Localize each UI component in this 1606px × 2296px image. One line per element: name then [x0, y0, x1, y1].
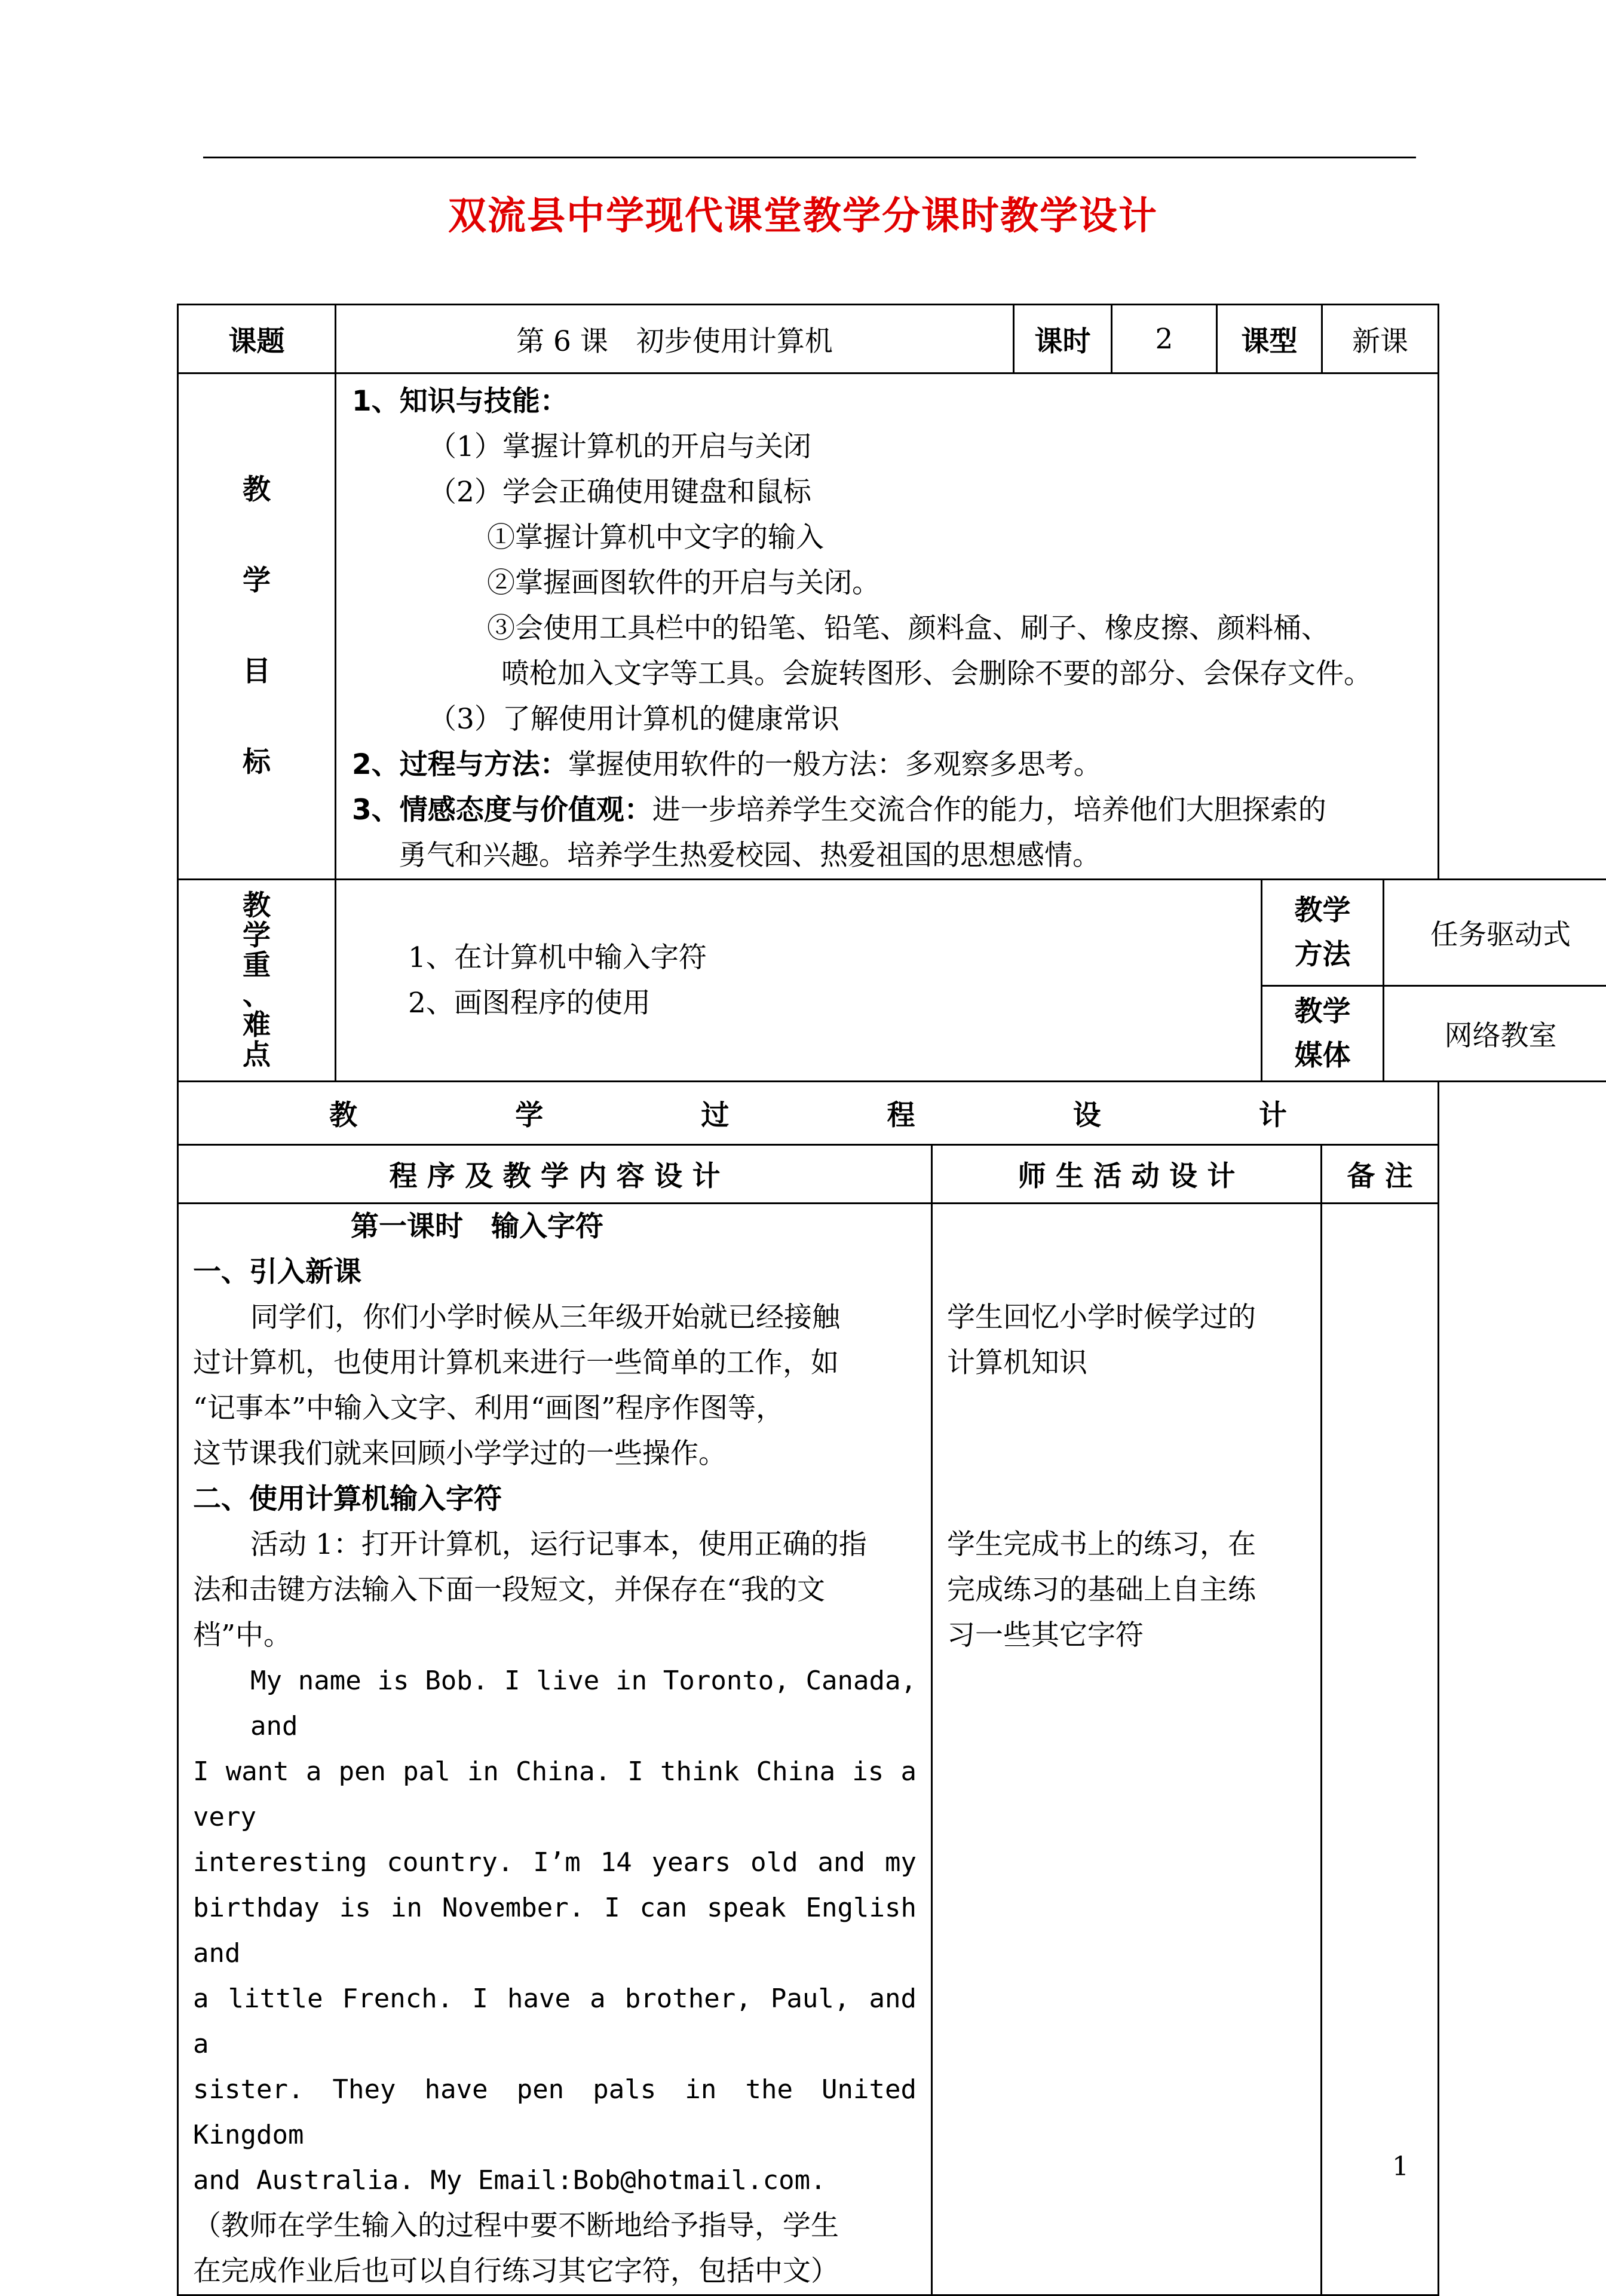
objectives-content [336, 374, 1439, 880]
activity-line: 计算机知识 [947, 1340, 1308, 1386]
objectives-label-char: 标 [193, 717, 320, 808]
process-heading: 教 学 过 程 设 计 [178, 1082, 1439, 1145]
english-line: My name is Bob. I live in Toronto, Canada, and [193, 1658, 917, 1749]
type-label: 课型 [1217, 305, 1322, 374]
hours-value: 2 [1112, 305, 1217, 374]
activity-column-header: 师 生 活 动 设 计 [932, 1145, 1322, 1204]
objective-line: 喷枪加入文字等工具。会旋转图形、会删除不要的部分、会保存文件。 [352, 651, 1423, 697]
hours-label: 课时 [1014, 305, 1112, 374]
media-value: 网络教室 [1384, 986, 1606, 1082]
activity-line: 学生完成书上的练习，在 [947, 1522, 1308, 1568]
lesson-content [178, 1204, 932, 2295]
page-number: 1 [1392, 2151, 1409, 2182]
english-line: a little French. I have a brother, Paul, and a [193, 1976, 917, 2067]
activity-line: 习一些其它字符 [947, 1613, 1308, 1658]
topic-label: 课题 [178, 305, 336, 374]
teacher-note-line: （教师在学生输入的过程中要不断地给予指导，学生 [193, 2203, 917, 2249]
objective-line: ②掌握画图软件的开启与关闭。 [352, 561, 1423, 606]
media-label: 教学媒体 [1262, 986, 1384, 1082]
objective-line: （3）了解使用计算机的健康常识 [352, 697, 1423, 742]
key-points-content [336, 880, 1262, 1082]
lesson-plan-table [177, 304, 1438, 2296]
paragraph-line: 档”中。 [193, 1613, 917, 1658]
key-point-item: 1、在计算机中输入字符 [408, 935, 1246, 981]
notes-column-header: 备 注 [1322, 1145, 1439, 1204]
paragraph-line: 过计算机，也使用计算机来进行一些简单的工作，如 [193, 1340, 917, 1386]
activity-line: 完成练习的基础上自主练 [947, 1568, 1308, 1613]
paragraph-line: 同学们，你们小学时候从三年级开始就已经接触 [193, 1295, 917, 1340]
objectives-label-char: 目 [193, 626, 320, 717]
objective-line: （2）学会正确使用键盘和鼠标 [352, 470, 1423, 515]
english-line: birthday is in November. I can speak English and [193, 1885, 917, 1976]
objective-line: 1、知识与技能： [352, 379, 1423, 424]
objectives-label [178, 374, 336, 880]
type-value: 新课 [1322, 305, 1439, 374]
key-points-label: 教 学 重 、 难 点 [178, 880, 336, 1082]
objectives-row [178, 374, 1439, 880]
paragraph-line: “记事本”中输入文字、利用“画图”程序作图等， [193, 1386, 917, 1431]
english-line: sister. They have pen pals in the United Kingdom [193, 2067, 917, 2158]
objective-line: 勇气和兴趣。培养学生热爱校园、热爱祖国的思想感情。 [352, 833, 1423, 878]
english-line: and Australia. My Email:Bob@hotmail.com. [193, 2158, 917, 2203]
objective-line: 2、过程与方法：掌握使用软件的一般方法：多观察多思考。 [352, 742, 1423, 788]
objective-line: ③会使用工具栏中的铅笔、铅笔、颜料盒、刷子、橡皮擦、颜料桶、 [352, 606, 1423, 651]
objective-line: ①掌握计算机中文字的输入 [352, 515, 1423, 561]
english-line: interesting country. I’m 14 years old and my [193, 1840, 917, 1885]
objectives-label-char: 学 [193, 535, 320, 626]
header-row [178, 305, 1439, 374]
content-column-header: 程 序 及 教 学 内 容 设 计 [178, 1145, 932, 1204]
objective-line: （1）掌握计算机的开启与关闭 [352, 424, 1423, 470]
section-title: 二、使用计算机输入字符 [193, 1477, 917, 1522]
activity-content [932, 1204, 1322, 2295]
paragraph-line: 法和击键方法输入下面一段短文，并保存在“我的文 [193, 1568, 917, 1613]
document-title: 双流县中学现代课堂教学分课时教学设计 [0, 185, 1606, 240]
activity-line: 学生回忆小学时候学过的 [947, 1295, 1308, 1340]
session-title: 第一课时 输入字符 [193, 1204, 917, 1250]
paragraph-line: 这节课我们就来回顾小学学过的一些操作。 [193, 1431, 917, 1477]
english-line: I want a pen pal in China. I think China is a very [193, 1749, 917, 1840]
key-point-item: 2、画图程序的使用 [408, 981, 1246, 1026]
section-title: 一、引入新课 [193, 1250, 917, 1295]
paragraph-line: 活动 1：打开计算机，运行记事本，使用正确的指 [193, 1522, 917, 1568]
header-rule [203, 157, 1416, 158]
method-label: 教学方法 [1262, 880, 1384, 986]
objectives-label-char: 教 [193, 445, 320, 535]
method-value: 任务驱动式 [1384, 880, 1606, 986]
notes-content [1322, 1204, 1439, 2295]
objective-line: 3、情感态度与价值观：进一步培养学生交流合作的能力，培养他们大胆探索的 [352, 788, 1423, 833]
topic-value: 第 6 课 初步使用计算机 [336, 305, 1014, 374]
teacher-note-line: 在完成作业后也可以自行练习其它字符，包括中文） [193, 2249, 917, 2294]
